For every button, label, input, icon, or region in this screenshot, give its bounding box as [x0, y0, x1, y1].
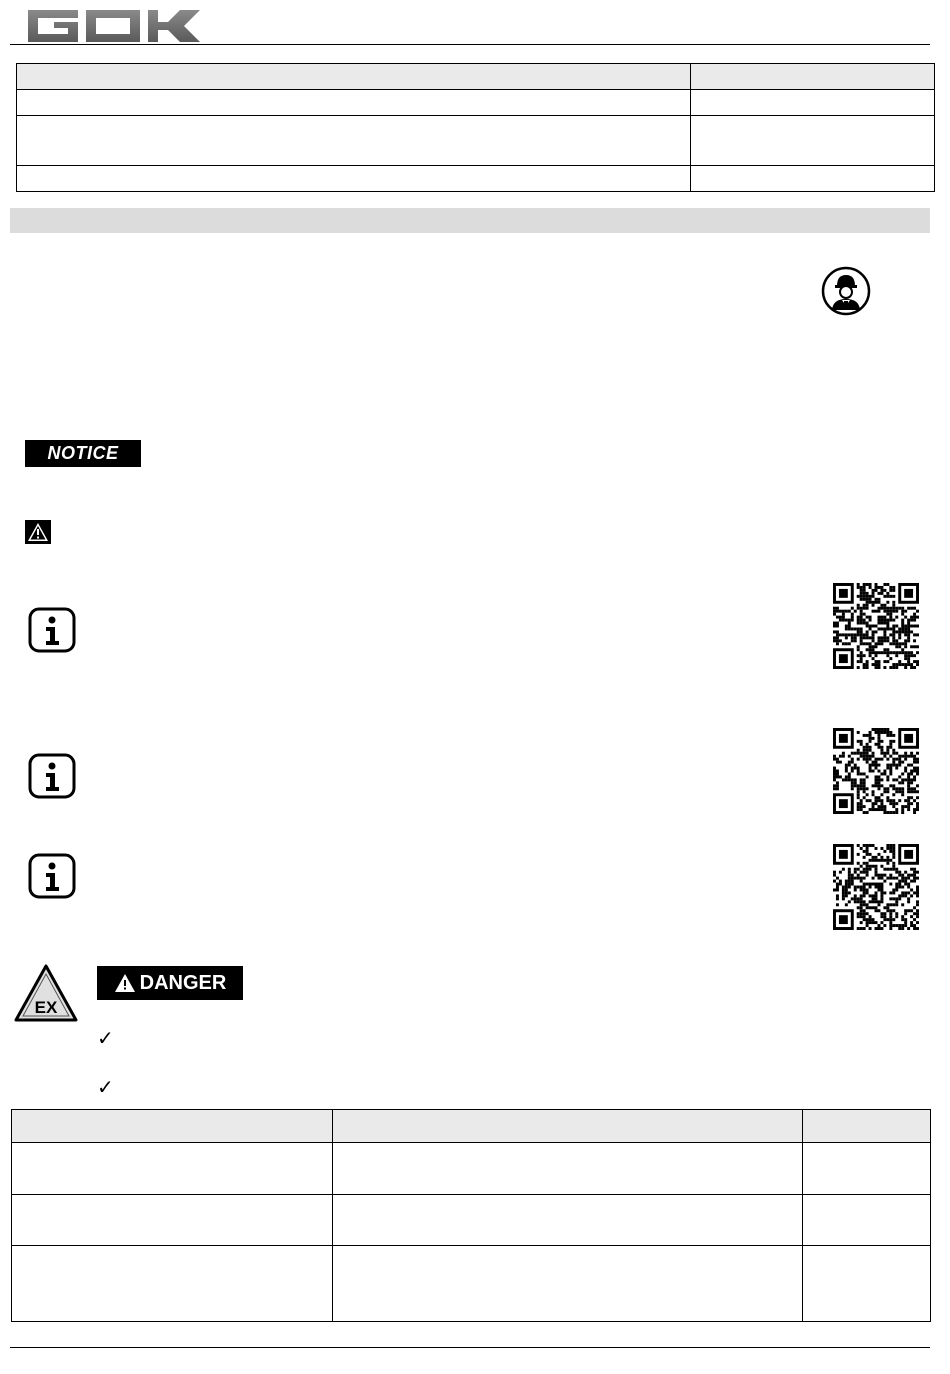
table-cell — [12, 1143, 333, 1195]
check-mark-icon: ✓ — [97, 1026, 114, 1050]
table-header-row — [12, 1110, 931, 1143]
table-cell — [691, 90, 935, 116]
table-cell — [17, 116, 691, 166]
header-rule — [10, 44, 930, 45]
table-cell — [333, 1246, 803, 1322]
table-cell — [333, 1195, 803, 1246]
table-cell — [803, 1195, 931, 1246]
table-row — [17, 116, 935, 166]
ex-explosion-hazard-icon — [14, 964, 78, 1022]
table-header-cell — [803, 1110, 931, 1143]
footer-rule — [10, 1347, 930, 1348]
warning-triangle-icon — [114, 973, 136, 993]
info-icon — [28, 607, 76, 653]
table-row — [12, 1195, 931, 1246]
table-cell — [803, 1246, 931, 1322]
top-table — [16, 63, 935, 192]
table-cell — [333, 1143, 803, 1195]
info-icon — [28, 753, 76, 799]
table-cell — [17, 90, 691, 116]
qualified-technician-icon — [821, 266, 871, 316]
table-cell — [12, 1195, 333, 1246]
danger-label — [97, 966, 243, 1000]
table-cell — [803, 1143, 931, 1195]
svg-text:EX: EX — [34, 998, 58, 1017]
table-header-cell — [17, 64, 691, 90]
section-heading-bar — [10, 208, 930, 233]
notice-label: NOTICE — [25, 440, 141, 467]
bottom-table — [11, 1109, 931, 1322]
danger-label-text: DANGER — [139, 972, 227, 994]
table-row — [12, 1143, 931, 1195]
table-cell — [12, 1246, 333, 1322]
warning-triangle-icon — [25, 520, 51, 544]
table-header-cell — [333, 1110, 803, 1143]
table-header-cell — [12, 1110, 333, 1143]
table-header-cell — [691, 64, 935, 90]
table-row — [12, 1246, 931, 1322]
table-row — [17, 90, 935, 116]
gok-logo — [24, 10, 202, 42]
qr-code-icon[interactable] — [833, 728, 919, 814]
check-mark-icon: ✓ — [97, 1075, 114, 1099]
table-cell — [17, 166, 691, 192]
table-row — [17, 166, 935, 192]
table-header-row — [17, 64, 935, 90]
qr-code-icon[interactable] — [833, 844, 919, 930]
info-icon — [28, 853, 76, 899]
table-cell — [691, 116, 935, 166]
qr-code-icon[interactable] — [833, 583, 919, 669]
table-cell — [691, 166, 935, 192]
